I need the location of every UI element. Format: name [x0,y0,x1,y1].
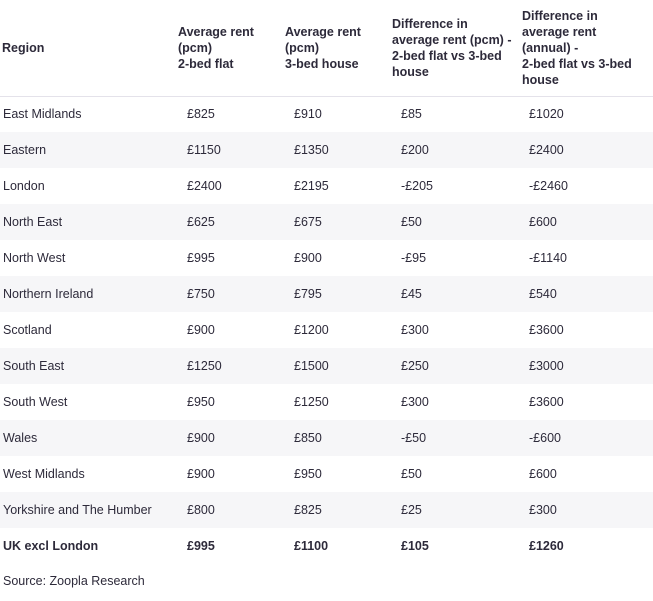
cell-region: North West [3,251,66,265]
cell-rent-house: £1250 [294,395,329,409]
cell-rent-house: £795 [294,287,322,301]
cell-rent-house: £825 [294,503,322,517]
cell-region: Eastern [3,143,47,157]
cell-rent-house: £675 [294,215,322,229]
cell-diff-pcm: £25 [401,503,422,517]
table-row [0,204,653,240]
cell-diff-annual: £540 [529,287,557,301]
cell-rent-flat: £995 [187,539,215,553]
cell-rent-house: £1100 [294,539,329,553]
cell-diff-pcm: £105 [401,539,429,553]
cell-rent-house: £910 [294,107,322,122]
table-row-total [0,528,653,564]
cell-diff-pcm: -£205 [401,179,433,193]
header-region: Region [0,0,176,96]
cell-rent-flat: £900 [187,431,215,445]
header-rent-3-bed-house: Average rent (pcm) 3-bed house [283,0,390,96]
table-row [0,168,653,204]
cell-diff-pcm: £300 [401,323,429,337]
cell-rent-flat: £1250 [187,359,222,373]
cell-region: West Midlands [3,467,85,481]
cell-rent-flat: £950 [187,395,215,409]
cell-diff-annual: £1020 [529,107,564,122]
cell-diff-pcm: -£50 [401,431,427,445]
cell-diff-annual: £1260 [529,539,564,553]
cell-rent-house: £950 [294,467,322,481]
cell-diff-annual: £3600 [529,323,564,337]
cell-diff-pcm: -£95 [401,251,427,265]
table-row [0,492,653,528]
cell-rent-flat: £800 [187,503,215,517]
cell-region: Yorkshire and The Humber [3,503,152,517]
cell-rent-house: £2195 [294,179,329,193]
cell-rent-house: £900 [294,251,322,265]
cell-rent-flat: £995 [187,251,215,265]
table-row [0,420,653,456]
cell-diff-annual: £2400 [529,143,564,157]
cell-region: North East [3,215,63,229]
cell-diff-pcm: £45 [401,287,422,301]
cell-rent-flat: £1150 [187,143,221,157]
cell-rent-flat: £750 [187,287,215,301]
cell-diff-pcm: £250 [401,359,429,373]
cell-region: East Midlands [3,107,82,122]
table-row [0,132,653,168]
cell-diff-pcm: £200 [401,143,429,157]
header-difference-pcm: Difference in average rent (pcm) - 2-bed flat vs 3-bed house [390,0,520,96]
header-difference-annual: Difference in average rent (annual) - 2-bed flat vs 3-bed house [520,0,653,96]
cell-rent-flat: £900 [187,323,215,337]
cell-region: South West [3,395,68,409]
cell-diff-annual: -£600 [529,431,561,445]
cell-region: South East [3,359,65,373]
table-row [0,384,653,420]
cell-rent-house: £1500 [294,359,329,373]
table-row [0,456,653,492]
cell-diff-annual: -£2460 [529,179,568,193]
cell-diff-pcm: £50 [401,467,422,481]
cell-diff-annual: -£1140 [529,251,567,265]
cell-diff-pcm: £300 [401,395,429,409]
source-note: Source: Zoopla Research [3,574,145,588]
table-header-row [0,0,653,96]
cell-rent-flat: £625 [187,215,215,229]
cell-region: Wales [3,431,38,445]
cell-rent-house: £850 [294,431,322,445]
table-row [0,312,653,348]
cell-diff-annual: £600 [529,467,557,481]
cell-diff-pcm: £85 [401,107,422,122]
cell-diff-pcm: £50 [401,215,422,229]
cell-region: Northern Ireland [3,287,94,301]
table-row [0,276,653,312]
cell-region: UK excl London [3,539,99,553]
table-row [0,96,653,132]
cell-diff-annual: £3000 [529,359,564,373]
cell-rent-flat: £900 [187,467,215,481]
cell-rent-flat: £2400 [187,179,222,193]
cell-rent-house: £1350 [294,143,329,157]
table-row [0,348,653,384]
cell-diff-annual: £300 [529,503,557,517]
table-body [0,96,653,564]
cell-region: London [3,179,45,193]
header-rent-2-bed-flat: Average rent (pcm) 2-bed flat [176,0,283,96]
cell-diff-annual: £600 [529,215,557,229]
cell-diff-annual: £3600 [529,395,564,409]
cell-rent-house: £1200 [294,323,329,337]
cell-rent-flat: £825 [187,107,215,122]
table-row [0,240,653,276]
cell-region: Scotland [3,323,52,337]
